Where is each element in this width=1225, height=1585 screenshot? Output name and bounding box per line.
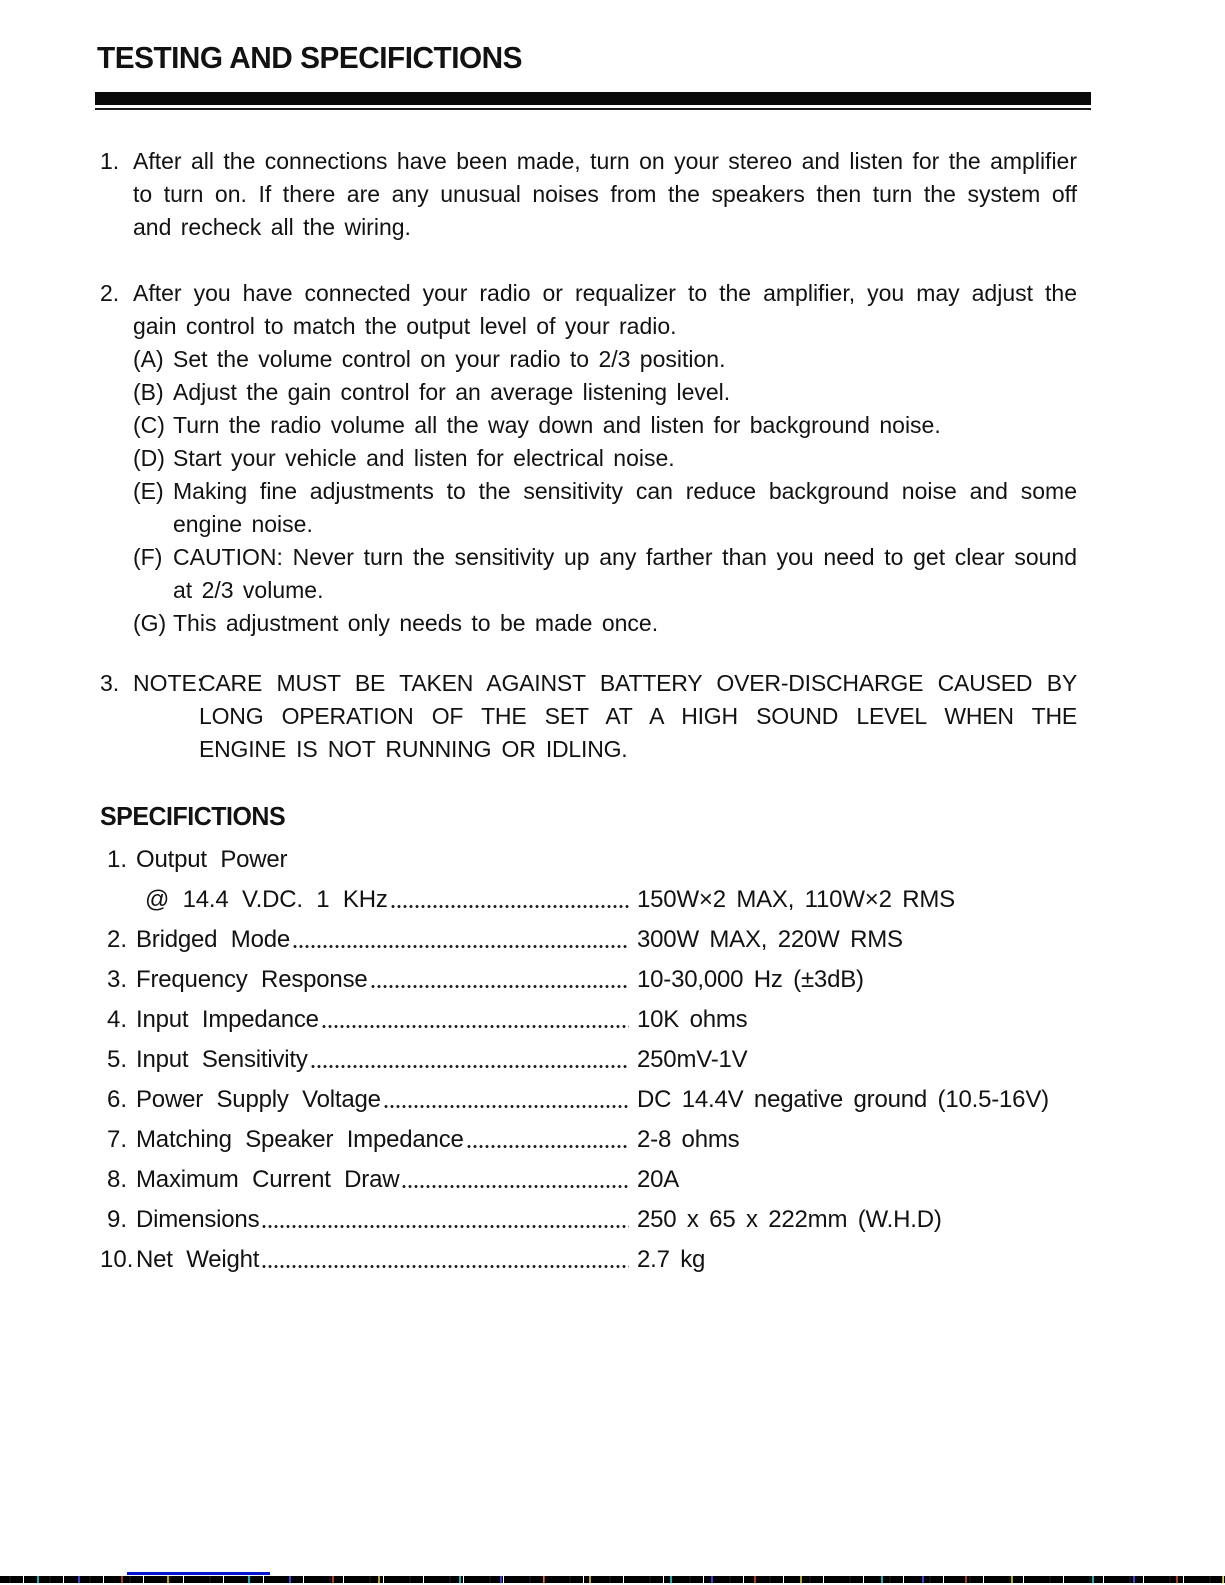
step-list xyxy=(133,343,1077,640)
dotted-leader xyxy=(391,904,629,909)
page-title: TESTING AND SPECIFICTIONS xyxy=(97,40,523,75)
instruction-text: After all the connections have been made, turn on your stereo and listen for the amplifier to turn on. If there are any unusual noises from the speakers then turn the system off and recheck all the wiring. xyxy=(133,148,1077,240)
spec-value: 10K ohms xyxy=(637,1006,748,1033)
step-e xyxy=(133,475,1077,541)
spec-row-input-sensitivity xyxy=(100,1046,1077,1073)
spec-row-dimensions xyxy=(100,1206,1077,1233)
spec-number: 6. xyxy=(106,1086,127,1113)
step-text: This adjustment only needs to be made once. xyxy=(173,610,659,636)
spec-number: 2. xyxy=(106,926,127,953)
spec-label: Bridged Mode xyxy=(136,926,291,953)
instruction-item-3 xyxy=(100,667,1077,766)
spec-row-output-power-condition xyxy=(145,886,1077,913)
step-text: CAUTION: Never turn the sensitivity up any farther than you need to get clear sound at 2/3 volume. xyxy=(173,544,1077,603)
scan-edge-artifact xyxy=(0,1576,1225,1583)
spec-label: Net Weight xyxy=(136,1246,260,1273)
note-label: NOTE: xyxy=(133,670,204,696)
spec-number: 9. xyxy=(106,1206,127,1233)
step-text: Turn the radio volume all the way down and listen for background noise. xyxy=(173,412,941,438)
note-text: CARE MUST BE TAKEN AGAINST BATTERY OVER-DISCHARGE CAUSED BY LONG OPERATION OF THE SET AT A HIGH SOUND LEVEL WHEN THE ENGINE IS NOT RUNNING OR IDLING. xyxy=(199,670,1077,762)
spec-row-bridged-mode xyxy=(100,926,1077,953)
title-rule-thick xyxy=(95,92,1091,105)
spec-number: 4. xyxy=(106,1006,127,1033)
spec-label: Frequency Response xyxy=(136,966,368,993)
spec-value: 2.7 kg xyxy=(637,1246,706,1273)
instruction-item-2 xyxy=(100,277,1077,640)
spec-value: 10-30,000 Hz (±3dB) xyxy=(637,966,864,993)
item-number: 1. xyxy=(100,148,120,174)
spec-number: 1. xyxy=(106,846,127,873)
spec-row-power-supply-voltage xyxy=(100,1086,1077,1113)
spec-value: DC 14.4V negative ground (10.5-16V) xyxy=(637,1086,1049,1113)
spec-number: 8. xyxy=(106,1166,127,1193)
step-marker: (A) xyxy=(133,346,164,372)
spec-label: Matching Speaker Impedance xyxy=(136,1126,464,1153)
dotted-leader xyxy=(322,1024,629,1029)
spec-row-matching-speaker-impedance xyxy=(100,1126,1077,1153)
dotted-leader xyxy=(311,1064,629,1069)
spec-number: 10. xyxy=(100,1246,134,1273)
spec-value: 300W MAX, 220W RMS xyxy=(637,926,903,953)
spec-label: Maximum Current Draw xyxy=(136,1166,400,1193)
dotted-leader xyxy=(262,1224,629,1229)
step-text: Start your vehicle and listen for electrical noise. xyxy=(173,445,675,471)
step-b xyxy=(133,376,1077,409)
page-body xyxy=(100,145,1077,1286)
step-text: Making fine adjustments to the sensitivity can reduce background noise and some engine noise. xyxy=(173,478,1077,537)
step-marker: (D) xyxy=(133,445,165,471)
spec-number: 3. xyxy=(106,966,127,993)
spec-value: 250mV-1V xyxy=(637,1046,748,1073)
dotted-leader xyxy=(293,944,629,949)
dotted-leader xyxy=(371,984,629,989)
step-f xyxy=(133,541,1077,607)
step-marker: (G) xyxy=(133,610,167,636)
spec-row-maximum-current-draw xyxy=(100,1166,1077,1193)
step-c xyxy=(133,409,1077,442)
specifications-list xyxy=(100,846,1077,1273)
step-d xyxy=(133,442,1077,475)
spec-number: 7. xyxy=(106,1126,127,1153)
spec-row-output-power xyxy=(100,846,1077,873)
item-number: 3. xyxy=(100,670,120,696)
step-marker: (C) xyxy=(133,412,165,438)
dotted-leader xyxy=(467,1144,629,1149)
spec-value: 150W×2 MAX, 110W×2 RMS xyxy=(637,886,955,913)
dotted-leader xyxy=(384,1104,629,1109)
instruction-text: After you have connected your radio or requalizer to the amplifier, you may adjust the gain control to match the output level of your radio. xyxy=(133,280,1077,339)
spec-number: 5. xyxy=(106,1046,127,1073)
dotted-leader xyxy=(262,1264,629,1269)
spec-label: Input Sensitivity xyxy=(136,1046,308,1073)
spec-label: Power Supply Voltage xyxy=(136,1086,381,1113)
spec-row-frequency-response xyxy=(100,966,1077,993)
step-text: Set the volume control on your radio to 2/3 position. xyxy=(173,346,726,372)
spec-row-input-impedance xyxy=(100,1006,1077,1033)
step-a xyxy=(133,343,1077,376)
instruction-item-1 xyxy=(100,145,1077,244)
step-marker: (F) xyxy=(133,544,163,570)
step-g xyxy=(133,607,1077,640)
spec-label: Output Power xyxy=(136,846,288,873)
spec-sublabel: @ 14.4 V.DC. 1 KHz xyxy=(145,886,388,913)
step-text: Adjust the gain control for an average listening level. xyxy=(173,379,731,405)
title-rule-thin xyxy=(95,108,1091,110)
spec-row-net-weight xyxy=(100,1246,1077,1273)
spec-value: 20A xyxy=(637,1166,680,1193)
step-marker: (B) xyxy=(133,379,164,405)
item-number: 2. xyxy=(100,280,120,306)
spec-label: Dimensions xyxy=(136,1206,260,1233)
specifications-heading: SPECIFICTIONS xyxy=(100,801,286,831)
step-marker: (E) xyxy=(133,478,164,504)
dotted-leader xyxy=(402,1184,629,1189)
footer-accent-line xyxy=(127,1572,270,1575)
instruction-body xyxy=(133,277,1077,640)
spec-value: 2-8 ohms xyxy=(637,1126,740,1153)
spec-label: Input Impedance xyxy=(136,1006,319,1033)
spec-value: 250 x 65 x 222mm (W.H.D) xyxy=(637,1206,942,1233)
